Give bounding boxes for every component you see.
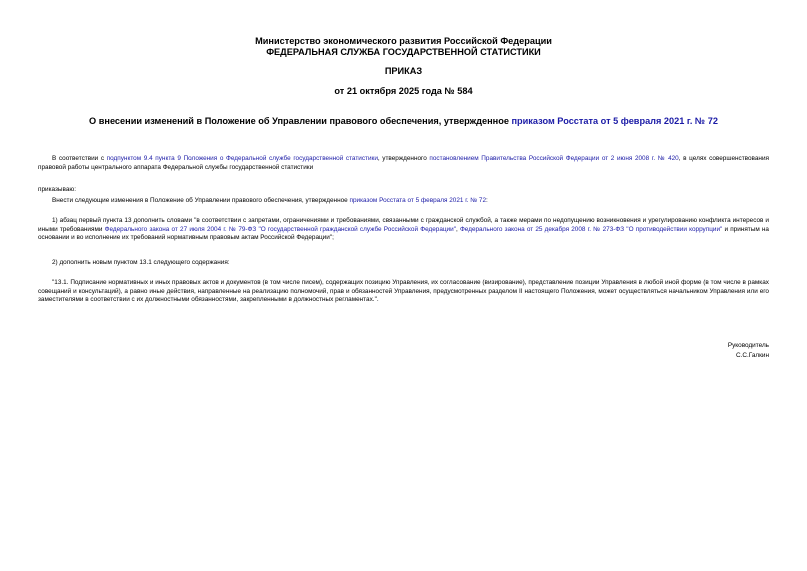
ministry-name: Министерство экономического развития Российской Федерации [255,36,552,46]
title-order-link[interactable]: приказом Росстата от 5 февраля 2021 г. № 72 [511,116,718,126]
paragraph-basis [38,155,769,172]
signature-name: С.С.Галкин [735,352,769,359]
p1-text-1: В соответствии с [52,155,107,162]
p1-text-3: , в целях совершенствования правовой работы центрального аппарата Федеральной службы государственной статистики [38,155,769,171]
p2-text-1: Внести следующие изменения в Положение об Управлении правового обеспечения, утвержденное [52,197,350,204]
p3-text-3: и принятым на основании и во исполнение их требований нормативным правовым актам Российской Федерации"; [38,225,769,242]
p1-text-2: , утвержденного [377,155,430,162]
signature-position: Руководитель [727,342,769,349]
link-government-decree[interactable]: постановлением Правительства Российской Федерации от 2 июня 2008 г. № 420 [429,155,679,162]
link-regulation-subpoint[interactable]: подпунктом 9.4 пункта 9 Положения о Федеральной службе государственной статистики [106,155,378,162]
document-date-number: от 21 октября 2025 года № 584 [334,86,473,96]
paragraph-amend [38,197,769,206]
paragraph-item-13-1: "13.1. Подписание нормативных и иных правовых актов и документов (в том числе писем), содержащих позицию Управления, их согласование (визирование), представление позиции Управления в любой иной форме (в том числе в рамках совещаний и консультаций), а равно иные действия, направленные на реализацию полномочий, прав и обязанностей Управления, предусмотренных разделом II настоящего Положения, может осуществляться начальником Управления или его заместителями в соответствии с их должностными обязанностями, закрепленными в должностных регламентах.". [38,279,769,304]
p3-text-2: , [455,225,460,233]
p2-text-2: : [486,197,488,204]
service-name: ФЕДЕРАЛЬНАЯ СЛУЖБА ГОСУДАРСТВЕННОЙ СТАТИСТИКИ [266,47,541,57]
link-rosstat-order[interactable]: приказом Росстата от 5 февраля 2021 г. № 72 [349,197,487,204]
document-title [0,116,807,127]
link-federal-law-273[interactable]: Федерального закона от 25 декабря 2008 г. № 273-ФЗ "О противодействии коррупции" [459,225,723,233]
paragraph-item-2: 2) дополнить новым пунктом 13.1 следующего содержания: [52,259,230,266]
document-type: ПРИКАЗ [384,66,423,76]
p3-text-1: 1) абзац первый пункта 13 дополнить словами "в соответствии с запретами, ограничениями и требованиями, связанными с гражданской службой, а также мерами по недопущению возникновения и урегулированию конфликта интересов и иными требованиями [38,217,769,233]
paragraph-item-1 [38,217,769,243]
order-word: приказываю: [38,186,76,193]
title-text: О внесении изменений в Положение об Управлении правового обеспечения, утвержденное [89,116,512,126]
link-federal-law-79[interactable]: Федерального закона от 27 июля 2004 г. № 79-ФЗ "О государственной гражданской службе Российской Федерации" [104,225,456,233]
